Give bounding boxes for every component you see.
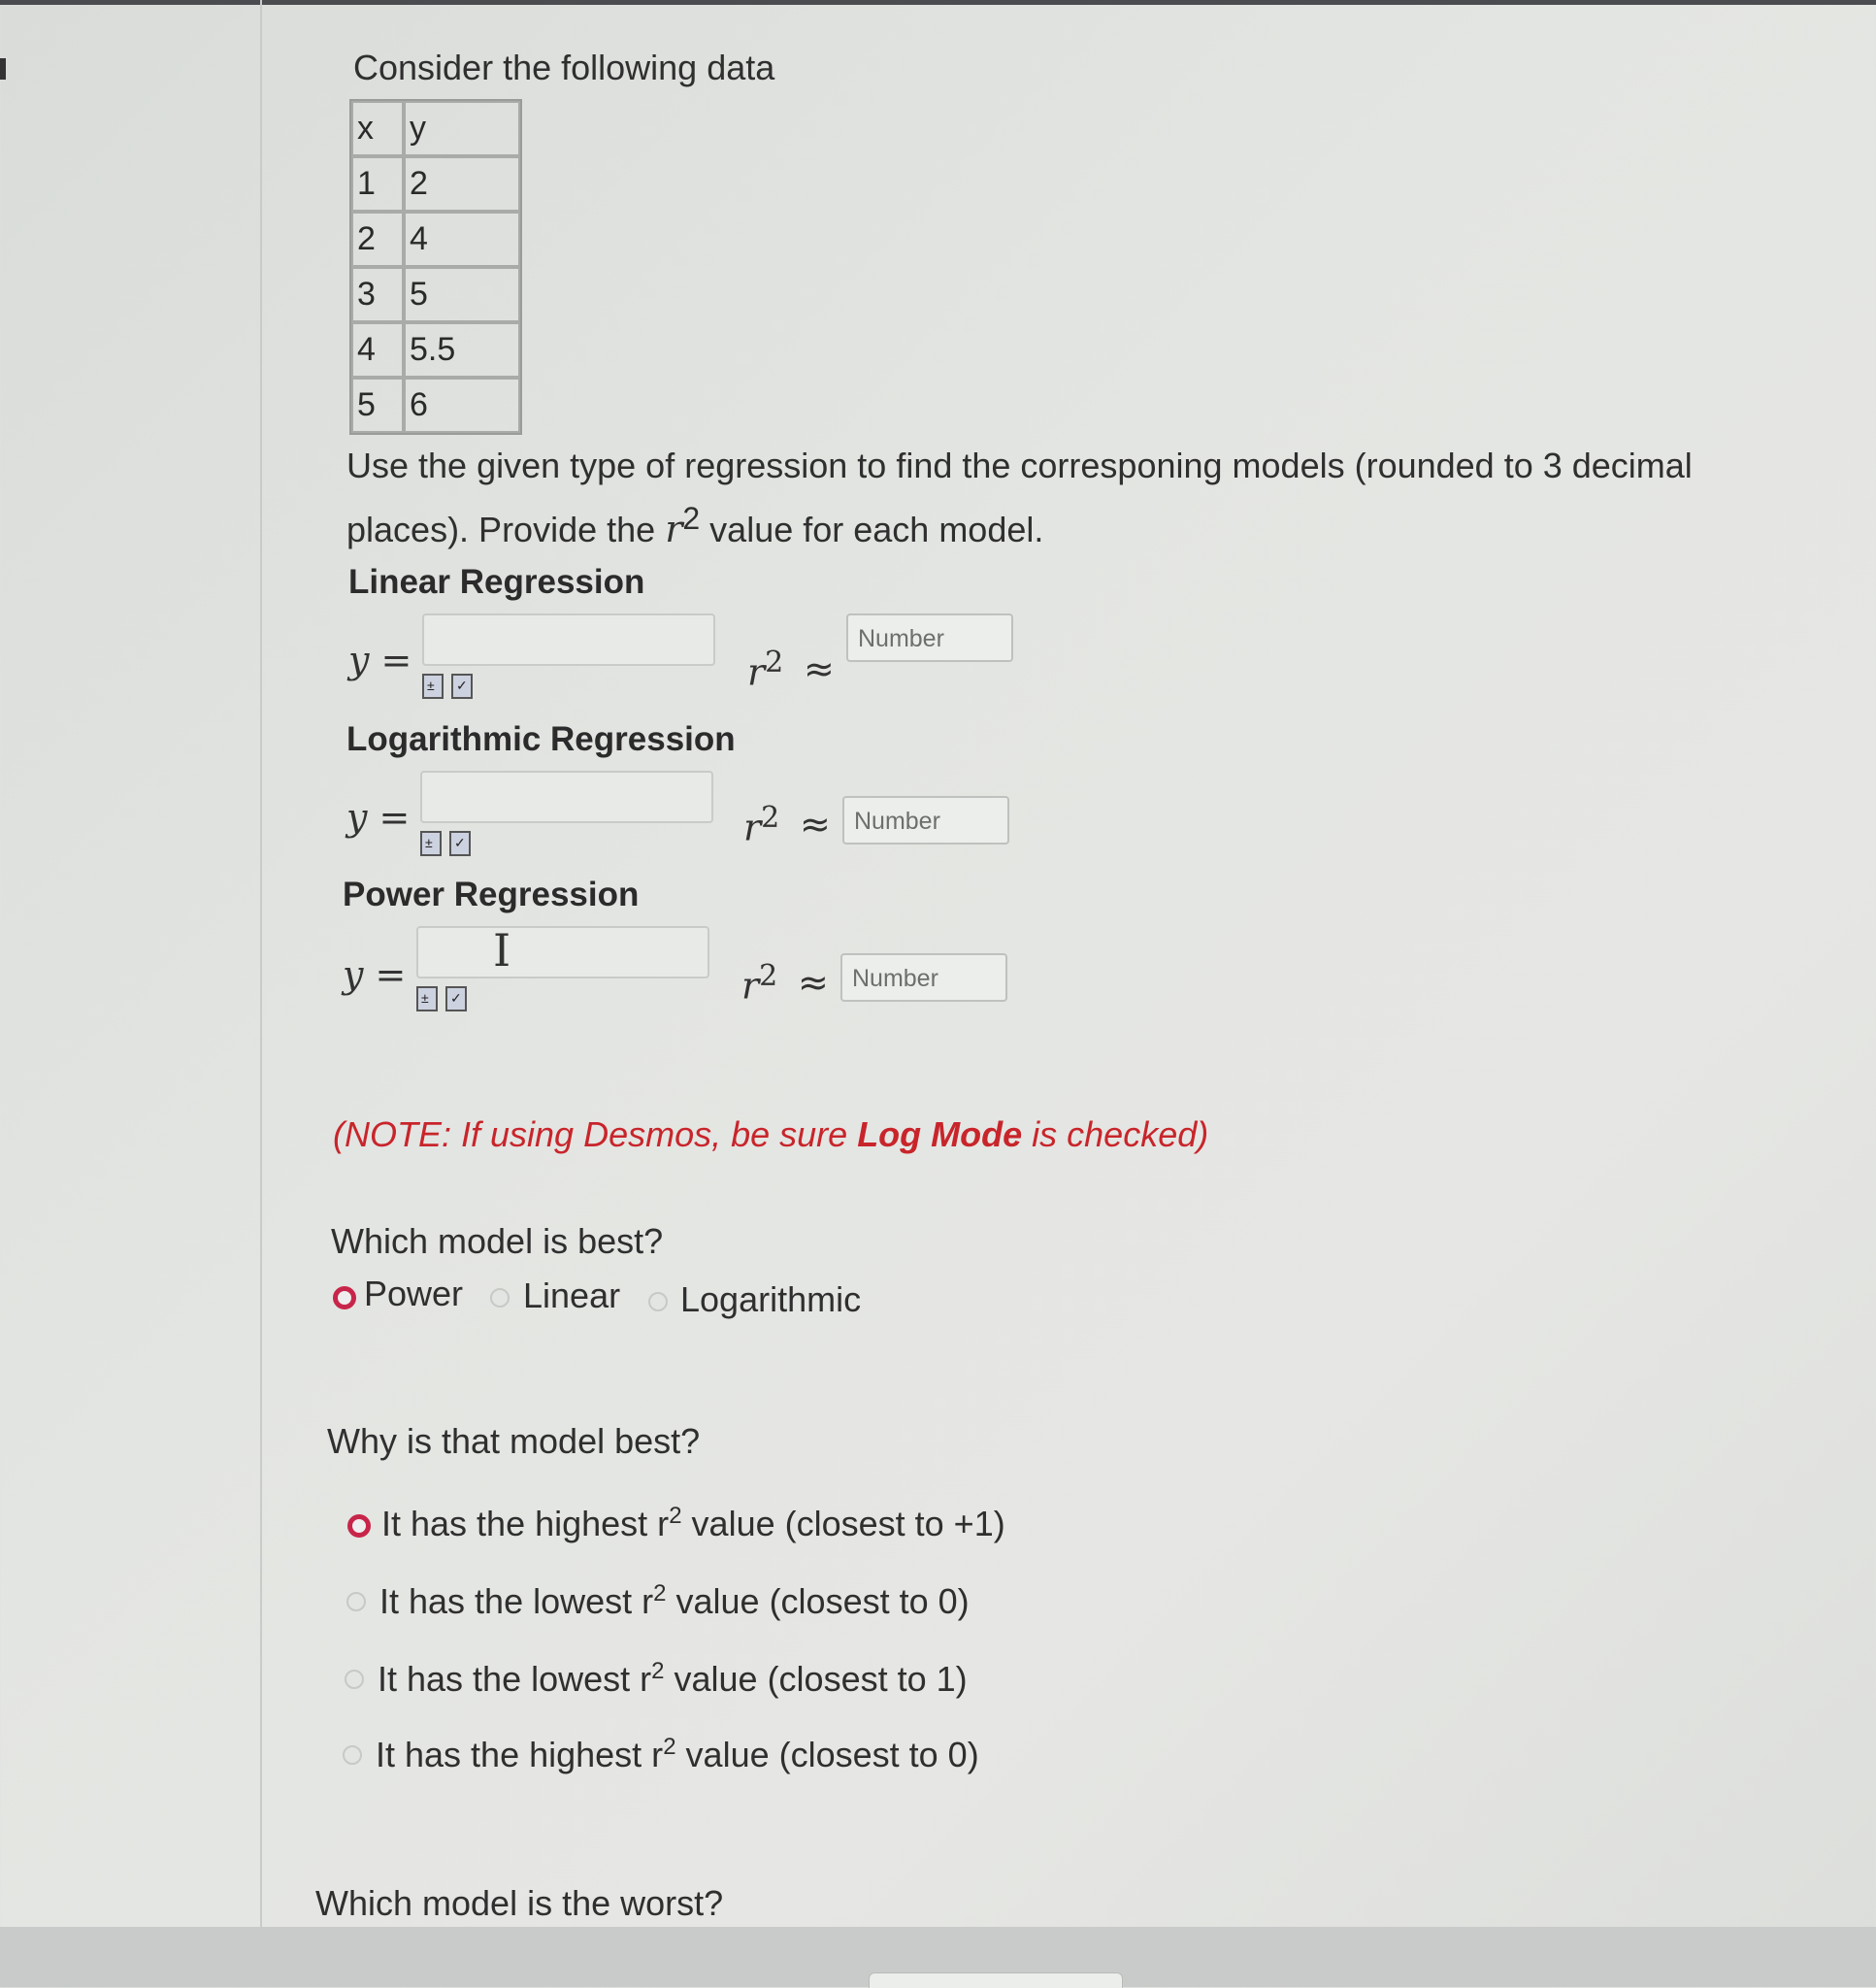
q2-radio-1[interactable] [347, 1514, 371, 1538]
linear-equation-input[interactable] [422, 613, 715, 666]
q2-option-4[interactable] [376, 1734, 979, 1775]
linear-approx-symbol: ≈ [804, 647, 835, 690]
logarithmic-y-equals: y = [346, 796, 411, 839]
q1-option-power[interactable]: Power [364, 1274, 464, 1313]
table-cell: 4 [351, 322, 404, 378]
q2-option-2-pre: It has the lowest r [379, 1581, 654, 1621]
note-text-pre: (NOTE: If using Desmos, be sure [333, 1114, 858, 1154]
q2-question: Why is that model best? [327, 1421, 701, 1461]
table-row [351, 267, 520, 322]
q2-option-1[interactable] [381, 1503, 1005, 1544]
table-header-x: x [351, 101, 404, 156]
logarithmic-r2-label [743, 801, 779, 849]
instructions-line1: Use the given type of regression to find the corresponing models (rounded to 3 decimal [346, 446, 1693, 485]
instructions-line2-post: value for each model. [709, 510, 1044, 549]
q1-radio-power[interactable] [333, 1286, 356, 1309]
logarithmic-approx-symbol: ≈ [800, 803, 831, 845]
note-log-mode: Log Mode [857, 1114, 1023, 1154]
equation-editor-icon[interactable]: ± [416, 986, 438, 1011]
table-row [351, 212, 520, 267]
data-table [349, 99, 522, 435]
table-cell: 5 [404, 267, 520, 322]
q1-option-linear[interactable]: Linear [523, 1276, 621, 1315]
table-cell: 4 [404, 212, 520, 267]
logarithmic-equation-input[interactable] [420, 771, 713, 823]
instructions-line2-pre: places). Provide the [346, 510, 656, 549]
instructions-r: r [665, 508, 683, 550]
q2-option-4-post: value (closest to 0) [675, 1735, 979, 1774]
instructions-r-exponent: 2 [682, 501, 701, 536]
linear-regression-title: Linear Regression [348, 563, 645, 601]
q2-radio-3[interactable] [345, 1670, 364, 1689]
r-exponent: 2 [759, 959, 778, 993]
q1-radio-logarithmic[interactable] [648, 1292, 668, 1311]
table-cell: 3 [351, 267, 404, 322]
q2-option-2-post: value (closest to 0) [666, 1581, 970, 1621]
equation-editor-icon[interactable]: ± [420, 831, 442, 856]
table-row [351, 156, 520, 212]
q2-option-4-pre: It has the highest r [376, 1735, 664, 1774]
q3-question: Which model is the worst? [315, 1883, 724, 1923]
table-cell: 1 [351, 156, 404, 212]
desmos-note [333, 1114, 1208, 1155]
table-cell: 2 [351, 212, 404, 267]
q2-option-1-sup: 2 [669, 1503, 682, 1529]
table-header-y: y [404, 101, 520, 156]
preview-icon[interactable]: ✓ [451, 674, 473, 699]
r-symbol: r [741, 964, 760, 1008]
q1-question: Which model is best? [331, 1221, 664, 1261]
linear-r2-label [747, 646, 783, 694]
q2-option-3-post: value (closest to 1) [664, 1659, 968, 1699]
preview-icon[interactable]: ✓ [445, 986, 467, 1011]
q2-option-3[interactable] [378, 1658, 968, 1700]
preview-icon[interactable]: ✓ [449, 831, 471, 856]
power-regression-title: Power Regression [343, 876, 640, 913]
q2-option-2-sup: 2 [653, 1580, 667, 1607]
text-cursor-icon: I [493, 924, 511, 977]
r-symbol: r [743, 806, 762, 849]
r-exponent: 2 [761, 801, 780, 835]
linear-r2-input[interactable]: Number [846, 613, 1013, 662]
power-equation-input[interactable] [416, 926, 709, 978]
q2-option-3-sup: 2 [651, 1658, 665, 1684]
table-row [351, 378, 520, 433]
logarithmic-regression-title: Logarithmic Regression [346, 720, 736, 758]
left-edge-mark [0, 58, 6, 80]
q2-option-4-sup: 2 [663, 1734, 676, 1760]
power-y-equals: y = [343, 953, 407, 996]
logarithmic-r2-input[interactable]: Number [842, 796, 1009, 845]
table-cell: 5 [351, 378, 404, 433]
q2-option-1-post: value (closest to +1) [681, 1504, 1005, 1543]
table-cell: 6 [404, 378, 520, 433]
power-approx-symbol: ≈ [798, 961, 829, 1004]
r-exponent: 2 [765, 646, 784, 679]
intro-text: Consider the following data [353, 48, 775, 87]
window-top-edge [0, 0, 1876, 5]
q1-option-logarithmic[interactable]: Logarithmic [680, 1279, 862, 1319]
table-row [351, 322, 520, 378]
q2-option-3-pre: It has the lowest r [378, 1659, 652, 1699]
sidebar-divider [260, 0, 262, 1987]
q2-option-1-pre: It has the highest r [381, 1504, 670, 1543]
table-header-row [351, 101, 520, 156]
table-cell: 2 [404, 156, 520, 212]
instructions-line2 [346, 497, 1043, 551]
power-r2-input[interactable]: Number [840, 953, 1007, 1002]
q2-option-2[interactable] [379, 1580, 970, 1622]
q1-radio-linear[interactable] [490, 1288, 510, 1308]
q2-radio-4[interactable] [343, 1745, 362, 1765]
equation-editor-icon[interactable]: ± [422, 674, 444, 699]
note-text-post: is checked) [1022, 1114, 1209, 1154]
linear-y-equals: y = [348, 639, 412, 681]
r-symbol: r [747, 650, 766, 694]
table-cell: 5.5 [404, 322, 520, 378]
q2-radio-2[interactable] [346, 1592, 366, 1611]
bottom-tab[interactable] [869, 1972, 1123, 1988]
power-r2-label [741, 959, 777, 1008]
